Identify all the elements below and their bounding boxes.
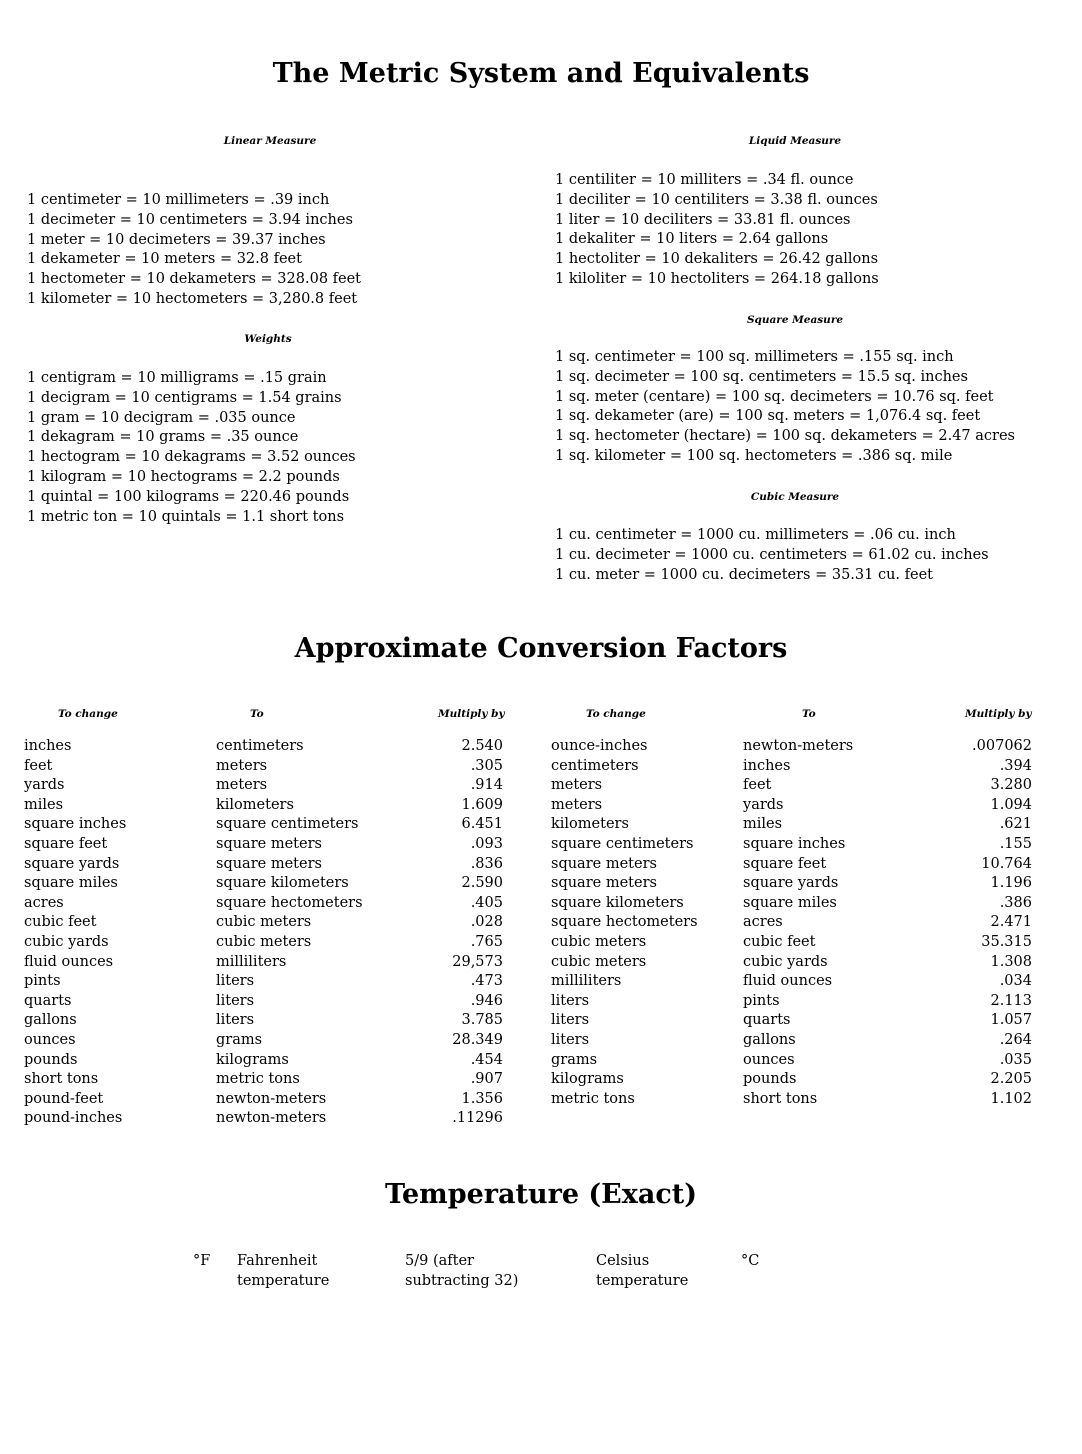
table-row (551, 816, 1032, 836)
table-row (551, 1012, 1032, 1032)
from-unit: pound-inches (24, 1110, 123, 1127)
table-row (24, 1052, 503, 1072)
measure-line: 1 metric ton = 10 quintals = 1.1 short tons (27, 508, 345, 525)
from-unit: metric tons (551, 1090, 635, 1107)
multiplier: .405 (470, 894, 503, 911)
from-unit: liters (551, 1012, 590, 1029)
multiplier: 3.280 (990, 777, 1032, 794)
table-row (24, 914, 503, 934)
multiplier: .914 (470, 777, 503, 794)
table-row (551, 973, 1032, 993)
to-unit: yards (743, 796, 784, 813)
measure-line: 1 sq. decimeter = 100 sq. centimeters = 15.5 sq. inches (555, 368, 968, 385)
to-unit: grams (216, 1031, 263, 1048)
to-unit: centimeters (216, 738, 304, 754)
measure-line: 1 cu. centimeter = 1000 cu. millimeters = .06 cu. inch (555, 527, 956, 543)
measure-line: 1 kilometer = 10 hectometers = 3,280.8 feet (27, 290, 358, 307)
square-list (555, 348, 1015, 467)
multiplier: 35.315 (981, 933, 1032, 950)
measure-line: 1 centimeter = 10 millimeters = .39 inch (27, 192, 330, 208)
to-unit: kilograms (216, 1051, 289, 1068)
table-row (24, 875, 503, 895)
temp-factor (405, 1252, 518, 1292)
measure-line: 1 dekaliter = 10 liters = 2.64 gallons (555, 231, 829, 248)
measure-line: 1 deciliter = 10 centiliters = 3.38 fl. ounces (555, 191, 878, 208)
table-row (551, 836, 1032, 856)
from-unit: centimeters (551, 757, 639, 774)
temp-from-symbol (193, 1252, 210, 1272)
to-unit: square inches (743, 835, 846, 852)
multiplier: 6.451 (461, 816, 503, 833)
to-unit: newton-meters (216, 1090, 327, 1107)
multiplier: .264 (999, 1031, 1032, 1048)
measure-line: 1 sq. meter (centare) = 100 sq. decimeters = 10.76 sq. feet (555, 388, 994, 405)
table-row (551, 895, 1032, 915)
from-unit: miles (24, 796, 64, 813)
to-unit: square kilometers (216, 875, 349, 892)
to-unit: cubic meters (216, 933, 312, 950)
from-unit: square feet (24, 835, 108, 852)
to-unit: metric tons (216, 1071, 300, 1088)
table-row (551, 914, 1032, 934)
multiplier: 29,573 (452, 953, 503, 970)
to-unit: liters (216, 1012, 255, 1029)
to-unit: liters (216, 973, 255, 990)
multiplier: .007062 (972, 738, 1032, 754)
temp-factor-line2: subtracting 32) (405, 1272, 519, 1289)
to-unit: fluid ounces (743, 973, 833, 990)
from-unit: square yards (24, 855, 120, 872)
table-row (551, 1032, 1032, 1052)
temp-to-symbol-text: °C (741, 1253, 760, 1269)
from-unit: cubic meters (551, 953, 647, 970)
from-unit: cubic meters (551, 933, 647, 950)
table-row (551, 1071, 1032, 1091)
multiplier: 1.356 (461, 1090, 503, 1107)
conversion-table-right (551, 738, 1032, 1110)
table-row (551, 1091, 1032, 1111)
from-unit: gallons (24, 1012, 77, 1029)
conversion-title: Approximate Conversion Factors (294, 633, 788, 664)
from-unit: ounce-inches (551, 738, 648, 754)
measure-line: 1 hectogram = 10 dekagrams = 3.52 ounces (27, 449, 356, 466)
table-row (24, 1012, 503, 1032)
to-unit: milliliters (216, 953, 287, 970)
from-unit: liters (551, 992, 590, 1009)
temp-from-name-line1: Fahrenheit (237, 1253, 318, 1269)
multiplier: 1.308 (990, 953, 1032, 970)
measure-line: 1 cu. decimeter = 1000 cu. centimeters = 61.02 cu. inches (555, 546, 989, 563)
measure-line: 1 centigram = 10 milligrams = .15 grain (27, 370, 327, 386)
multiplier: 1.057 (990, 1012, 1032, 1029)
multiplier: .093 (470, 835, 503, 852)
multiplier: .907 (470, 1071, 503, 1088)
table-row (551, 1052, 1032, 1072)
multiplier: .11296 (452, 1110, 503, 1127)
measure-line: 1 sq. kilometer = 100 sq. hectometers = .386 sq. mile (555, 447, 953, 464)
from-unit: milliliters (551, 973, 622, 990)
multiplier: .454 (470, 1051, 503, 1068)
to-unit: acres (743, 914, 783, 931)
liquid-list (555, 171, 879, 290)
from-unit: pounds (24, 1051, 78, 1068)
table-row (551, 934, 1032, 954)
multiplier: .028 (470, 914, 503, 931)
left-header-to: To (250, 708, 264, 720)
to-unit: feet (743, 777, 772, 794)
to-unit: short tons (743, 1090, 818, 1107)
to-unit: inches (743, 757, 791, 774)
multiplier: 10.764 (981, 855, 1032, 872)
measure-line: 1 dekameter = 10 meters = 32.8 feet (27, 251, 302, 268)
table-row (24, 895, 503, 915)
multiplier: 2.205 (990, 1071, 1032, 1088)
from-unit: fluid ounces (24, 953, 114, 970)
right-header-from: To change (586, 708, 646, 720)
table-row (551, 758, 1032, 778)
to-unit: cubic meters (216, 914, 312, 931)
from-unit: square meters (551, 855, 657, 872)
from-unit: ounces (24, 1031, 76, 1048)
table-row (24, 973, 503, 993)
from-unit: square meters (551, 875, 657, 892)
table-row (24, 816, 503, 836)
to-unit: square miles (743, 894, 837, 911)
to-unit: newton-meters (216, 1110, 327, 1127)
from-unit: quarts (24, 992, 72, 1009)
table-row (24, 758, 503, 778)
from-unit: short tons (24, 1071, 99, 1088)
from-unit: grams (551, 1051, 598, 1068)
measure-line: 1 sq. centimeter = 100 sq. millimeters = .155 sq. inch (555, 349, 954, 365)
to-unit: meters (216, 777, 268, 794)
to-unit: pounds (743, 1071, 797, 1088)
measure-line: 1 quintal = 100 kilograms = 220.46 pounds (27, 488, 350, 505)
temp-from-name (237, 1252, 329, 1292)
table-row (551, 797, 1032, 817)
measure-line: 1 kiloliter = 10 hectoliters = 264.18 gallons (555, 270, 879, 287)
to-unit: miles (743, 816, 783, 833)
temp-to-name (596, 1252, 688, 1292)
measure-line: 1 sq. hectometer (hectare) = 100 sq. dekameters = 2.47 acres (555, 428, 1015, 445)
linear-list (27, 191, 361, 310)
temp-to-name-line2: temperature (596, 1272, 689, 1289)
multiplier: 1.609 (461, 796, 503, 813)
to-unit: kilometers (216, 796, 294, 813)
table-row (551, 777, 1032, 797)
from-unit: pound-feet (24, 1090, 104, 1107)
measure-line: 1 decimeter = 10 centimeters = 3.94 inches (27, 211, 353, 228)
to-unit: square meters (216, 855, 322, 872)
to-unit: cubic feet (743, 933, 816, 950)
multiplier: 1.196 (990, 875, 1032, 892)
from-unit: square centimeters (551, 835, 694, 852)
from-unit: liters (551, 1031, 590, 1048)
table-row (551, 993, 1032, 1013)
table-row (24, 1110, 503, 1130)
weights-list (27, 369, 356, 527)
to-unit: square yards (743, 875, 839, 892)
table-row (24, 777, 503, 797)
table-row (24, 738, 503, 758)
to-unit: square centimeters (216, 816, 359, 833)
multiplier: 2.590 (461, 875, 503, 892)
temperature-title: Temperature (Exact) (384, 1179, 698, 1210)
from-unit: pints (24, 973, 61, 990)
square-heading: Square Measure (746, 314, 844, 326)
from-unit: yards (24, 777, 65, 794)
from-unit: square kilometers (551, 894, 684, 911)
multiplier: .386 (999, 894, 1032, 911)
multiplier: .034 (999, 973, 1032, 990)
temp-to-symbol (741, 1252, 759, 1272)
from-unit: inches (24, 738, 72, 754)
from-unit: kilometers (551, 816, 629, 833)
temp-from-symbol-text: °F (193, 1253, 211, 1269)
multiplier: 2.540 (461, 738, 503, 754)
cubic-list (555, 526, 989, 585)
measure-line: 1 sq. dekameter (are) = 100 sq. meters = 1,076.4 sq. feet (555, 408, 981, 425)
table-row (24, 934, 503, 954)
multiplier: .035 (999, 1051, 1032, 1068)
measure-line: 1 kilogram = 10 hectograms = 2.2 pounds (27, 468, 340, 485)
metric-title: The Metric System and Equivalents (272, 58, 810, 89)
cubic-heading: Cubic Measure (750, 491, 840, 503)
to-unit: square meters (216, 835, 322, 852)
to-unit: ounces (743, 1051, 795, 1068)
from-unit: acres (24, 894, 64, 911)
table-row (24, 1071, 503, 1091)
to-unit: pints (743, 992, 780, 1009)
multiplier: .473 (470, 973, 503, 990)
table-row (24, 836, 503, 856)
from-unit: cubic feet (24, 914, 97, 931)
multiplier: .394 (999, 757, 1032, 774)
to-unit: gallons (743, 1031, 796, 1048)
conversion-table-left (24, 738, 503, 1130)
temp-to-name-line1: Celsius (596, 1253, 650, 1269)
multiplier: .305 (470, 757, 503, 774)
from-unit: meters (551, 796, 603, 813)
left-header-from: To change (58, 708, 118, 720)
from-unit: meters (551, 777, 603, 794)
multiplier: .946 (470, 992, 503, 1009)
table-row (24, 856, 503, 876)
to-unit: quarts (743, 1012, 791, 1029)
multiplier: 2.113 (990, 992, 1032, 1009)
multiplier: 28.349 (452, 1031, 503, 1048)
table-row (551, 875, 1032, 895)
from-unit: feet (24, 757, 53, 774)
right-header-to: To (802, 708, 816, 720)
from-unit: cubic yards (24, 933, 109, 950)
right-header-factor: Multiply by (965, 708, 1032, 720)
measure-line: 1 cu. meter = 1000 cu. decimeters = 35.31 cu. feet (555, 566, 933, 583)
temp-from-name-line2: temperature (237, 1272, 330, 1289)
to-unit: meters (216, 757, 268, 774)
multiplier: .621 (999, 816, 1032, 833)
measure-line: 1 liter = 10 deciliters = 33.81 fl. ounces (555, 211, 851, 228)
from-unit: square miles (24, 875, 118, 892)
table-row (24, 1091, 503, 1111)
multiplier: .155 (999, 835, 1032, 852)
measure-line: 1 dekagram = 10 grams = .35 ounce (27, 429, 299, 446)
to-unit: cubic yards (743, 953, 828, 970)
multiplier: 1.094 (990, 796, 1032, 813)
to-unit: newton-meters (743, 738, 854, 754)
from-unit: square inches (24, 816, 127, 833)
from-unit: square hectometers (551, 914, 698, 931)
to-unit: square feet (743, 855, 827, 872)
to-unit: liters (216, 992, 255, 1009)
multiplier: 1.102 (990, 1090, 1032, 1107)
table-row (551, 856, 1032, 876)
multiplier: 3.785 (461, 1012, 503, 1029)
table-row (24, 1032, 503, 1052)
table-row (551, 954, 1032, 974)
measure-line: 1 meter = 10 decimeters = 39.37 inches (27, 231, 326, 248)
weights-heading: Weights (244, 333, 292, 345)
to-unit: square hectometers (216, 894, 363, 911)
temp-factor-line1: 5/9 (after (405, 1253, 474, 1269)
measure-line: 1 centiliter = 10 milliters = .34 fl. ounce (555, 172, 854, 188)
measure-line: 1 decigram = 10 centigrams = 1.54 grains (27, 389, 342, 406)
liquid-heading: Liquid Measure (748, 135, 842, 147)
linear-heading: Linear Measure (223, 135, 317, 147)
measure-line: 1 gram = 10 decigram = .035 ounce (27, 409, 296, 426)
table-row (24, 954, 503, 974)
multiplier: .836 (470, 855, 503, 872)
table-row (24, 993, 503, 1013)
multiplier: 2.471 (990, 914, 1032, 931)
measure-line: 1 hectoliter = 10 dekaliters = 26.42 gallons (555, 251, 879, 268)
table-row (24, 797, 503, 817)
table-row (551, 738, 1032, 758)
multiplier: .765 (470, 933, 503, 950)
left-header-factor: Multiply by (438, 708, 505, 720)
measure-line: 1 hectometer = 10 dekameters = 328.08 feet (27, 271, 362, 288)
from-unit: kilograms (551, 1071, 624, 1088)
